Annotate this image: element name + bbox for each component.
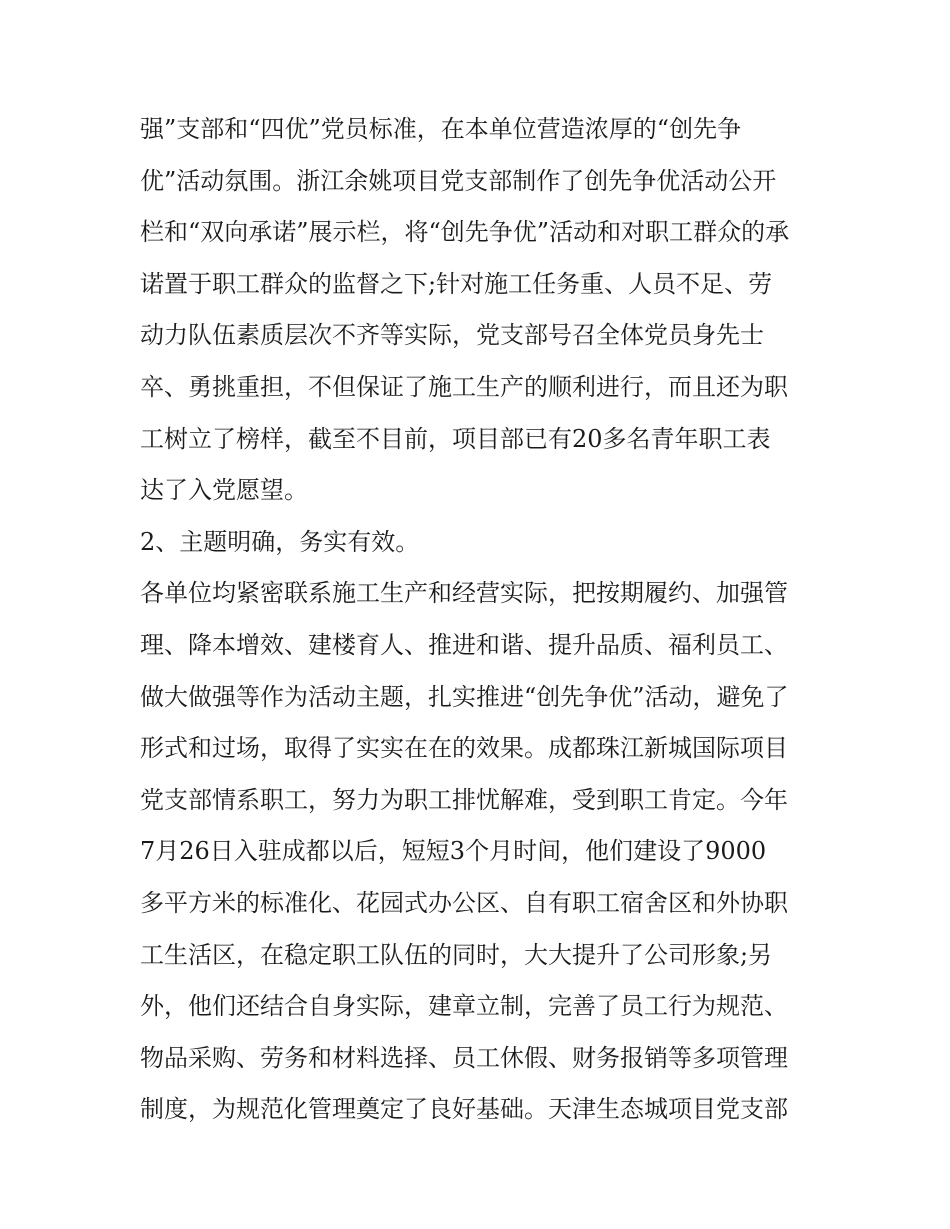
text-line: 栏和“双向承诺”展示栏，将“创先争优”活动和对职工群众的承 xyxy=(140,218,790,247)
text-line: 外，他们还结合自身实际，建章立制，完善了员工行为规范、 xyxy=(140,992,788,1021)
text-line: 7月26日入驻成都以后，短短3个月时间，他们建设了9000 xyxy=(140,837,767,866)
document-body xyxy=(140,104,830,1136)
text-line: 理、降本增效、建楼育人、推进和谐、提升品质、福利员工、 xyxy=(140,630,788,659)
text-line: 制度，为规范化管理奠定了良好基础。天津生态城项目党支部 xyxy=(140,1095,788,1124)
text-line: 动力队伍素质层次不齐等实际，党支部号召全体党员身先士 xyxy=(140,321,764,350)
text-line: 党支部情系职工，努力为职工排忧解难，受到职工肯定。今年 xyxy=(140,785,788,814)
text-line: 多平方米的标准化、花园式办公区、自有职工宿舍区和外协职 xyxy=(140,888,788,917)
section-heading: 2、主题明确，务实有效。 xyxy=(140,527,420,556)
text-line: 诺置于职工群众的监督之下;针对施工任务重、人员不足、劳 xyxy=(140,269,773,298)
text-line: 各单位均紧密联系施工生产和经营实际，把按期履约、加强管 xyxy=(140,579,788,608)
text-line: 强”支部和“四优”党员标准，在本单位营造浓厚的“创先争 xyxy=(140,115,742,143)
text-line: 工树立了榜样，截至不目前，项目部已有20多名青年职工表 xyxy=(140,424,771,453)
text-line: 卒、勇挑重担，不但保证了施工生产的顺利进行，而且还为职 xyxy=(140,372,788,401)
text-line: 形式和过场，取得了实实在在的效果。成都珠江新城国际项目 xyxy=(140,734,788,763)
text-line: 物品采购、劳务和材料选择、员工休假、财务报销等多项管理 xyxy=(140,1043,788,1072)
text-line: 达了入党愿望。 xyxy=(140,476,308,505)
text-line: 优”活动氛围。浙江余姚项目党支部制作了创先争优活动公开 xyxy=(140,166,777,195)
text-line: 工生活区，在稳定职工队伍的同时，大大提升了公司形象;另 xyxy=(140,940,773,969)
text-line: 做大做强等作为活动主题，扎实推进“创先争优”活动，避免了 xyxy=(140,682,789,711)
